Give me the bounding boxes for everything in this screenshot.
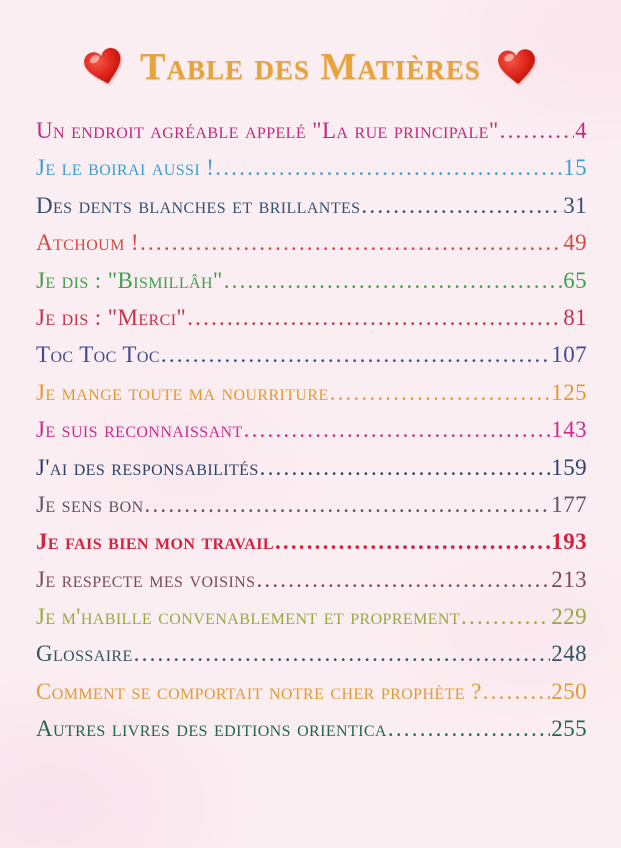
toc-entry-page: 255: [551, 716, 587, 742]
toc-entry: [36, 155, 587, 192]
heart-icon-right: [494, 45, 539, 90]
toc-entry-page: 250: [551, 678, 587, 704]
toc-entry-page: 229: [551, 604, 587, 630]
toc-entry-label: Je sens bon: [36, 491, 144, 517]
toc-entry-label: J'ai des responsabilités: [36, 454, 259, 480]
toc-entry: [36, 417, 587, 454]
dot-leader: [260, 455, 551, 481]
dot-leader: [140, 230, 562, 256]
toc-entry: [36, 604, 587, 641]
page-header: [0, 46, 621, 88]
toc-entry-label: Toc Toc Toc: [36, 342, 160, 368]
dot-leader: [215, 155, 562, 181]
toc-entry: [36, 118, 587, 155]
toc-entry-page: 159: [551, 454, 587, 480]
toc-entry-page: 177: [551, 491, 587, 517]
toc-entry-label: Autres livres des editions orientica: [36, 716, 387, 742]
toc-entry-label: Un endroit agréable appelé "La rue principale": [36, 118, 499, 143]
toc-entry-label: Je m'habille convenablement et proprement: [36, 604, 461, 630]
dot-leader: [275, 529, 550, 555]
toc-entry-page: 65: [563, 267, 587, 293]
page-title: Table des Matières: [140, 46, 481, 88]
toc-entry: [36, 455, 587, 492]
toc-entry-label: Comment se comportait notre cher prophète ?: [36, 678, 482, 704]
toc-entry: [36, 567, 587, 604]
toc-entry: [36, 492, 587, 529]
toc-entry-label: Je le boirai aussi !: [36, 155, 215, 181]
dot-leader: [187, 305, 562, 331]
toc-entry: [36, 305, 587, 342]
toc-entry: [36, 342, 587, 379]
toc-entry-label: Des dents blanches et brillantes: [36, 192, 361, 218]
dot-leader: [244, 417, 551, 443]
toc-entry-page: 143: [551, 417, 587, 443]
toc-entry-page: 213: [551, 566, 587, 592]
toc-entry-label: Atchoum !: [36, 230, 139, 256]
toc-entry: [36, 193, 587, 230]
toc-entry: [36, 679, 587, 716]
toc-entry-page: 49: [563, 230, 587, 256]
toc-entry-label: Je fais bien mon travail: [36, 529, 274, 555]
dot-leader: [161, 342, 550, 368]
dot-leader: [224, 268, 562, 294]
toc-entry: [36, 529, 587, 566]
toc-list: [36, 118, 587, 754]
dot-leader: [461, 604, 550, 630]
toc-entry-label: Je dis : "Merci": [36, 304, 187, 330]
dot-leader: [388, 716, 550, 742]
toc-entry: [36, 380, 587, 417]
dot-leader: [134, 641, 551, 667]
dot-leader: [330, 380, 551, 406]
dot-leader: [361, 193, 562, 219]
toc-entry-label: Je respecte mes voisins: [36, 566, 256, 592]
toc-entry-label: Je suis reconnaissant: [36, 417, 243, 443]
dot-leader: [500, 118, 574, 144]
toc-entry: [36, 641, 587, 678]
toc-entry-page: 15: [563, 155, 587, 181]
dot-leader: [483, 679, 551, 705]
toc-entry: [36, 230, 587, 267]
toc-entry: [36, 716, 587, 753]
toc-entry-label: Je mange toute ma nourriture: [36, 379, 329, 405]
toc-entry-page: 107: [551, 342, 587, 368]
dot-leader: [256, 567, 550, 593]
toc-entry-page: 81: [563, 304, 587, 330]
toc-entry-page: 193: [551, 529, 587, 555]
toc-entry-label: Glossaire: [36, 641, 133, 667]
toc-entry-page: 125: [551, 379, 587, 405]
toc-entry-label: Je dis : "Bismillâh": [36, 267, 223, 293]
dot-leader: [145, 492, 551, 518]
toc-entry-page: 4: [575, 118, 587, 143]
heart-icon-left: [79, 42, 130, 93]
toc-entry: [36, 268, 587, 305]
toc-entry-page: 248: [551, 641, 587, 667]
toc-entry-page: 31: [563, 192, 587, 218]
